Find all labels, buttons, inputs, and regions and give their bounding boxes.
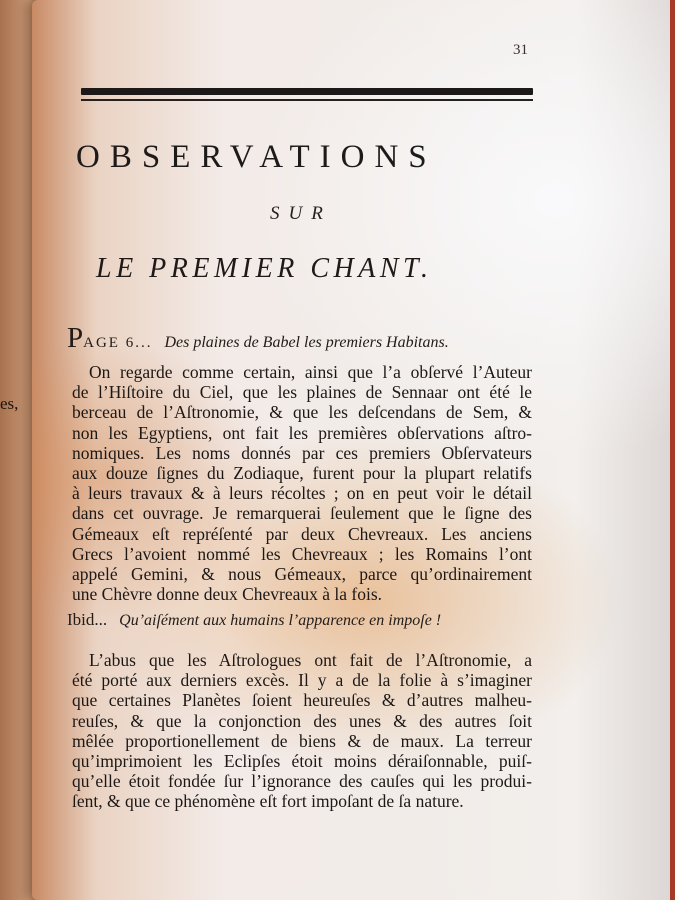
text-line: aux douze ſignes du Zodiaque, furent pour la plupart relatifs: [72, 463, 532, 484]
text-line: une Chèvre donne deux Chevreaux à la fois.: [72, 584, 383, 605]
title-connector: SUR: [270, 203, 332, 224]
page-title: OBSERVATIONS: [76, 139, 437, 175]
header-rule-thin: [81, 99, 533, 101]
text-line: berceau de l’Aſtronomie, & que les deſcendans de Sem, &: [72, 402, 532, 423]
text-line: On regarde comme certain, ainsi que l’a obſervé l’Auteur: [89, 362, 532, 382]
text-line: non les Egyptiens, ont fait les premières obſervations aſtro-: [72, 422, 532, 443]
section-2-quote: Qu’aiſément aux humains l’apparence en impoſe !: [119, 612, 442, 629]
text-line: mêlée proportionellement de biens & de maux. La terreur: [72, 730, 532, 751]
section-1-quote: Des plaines de Babel les premiers Habitans.: [164, 334, 449, 351]
text-line: Grecs l’avoient nommé les Chevreaux ; les Romains l’ont: [72, 543, 532, 564]
header-rule-thick: [81, 88, 533, 95]
text-line: ſent, & que ce phénomène eſt fort impoſant de ſa nature.: [72, 791, 464, 812]
page-subtitle: LE PREMIER CHANT.: [96, 253, 433, 284]
text-line: L’abus que les Aſtrologues ont fait de l’Aſtronomie, a: [89, 650, 532, 670]
text-line: qu’imprimoient les Eclipſes étoit moins déraiſonnable, puiſ-: [72, 751, 532, 772]
book-page: [32, 0, 672, 900]
text-line: qu’elle étoit fondée ſur l’ignorance des cauſes qui les produi-: [72, 771, 532, 792]
text-line: dans cet ouvrage. Je remarquerai ſeulement que le ſigne des: [72, 503, 532, 524]
text-line: appelé Gemini, & nous Gémeaux, parce qu’ordinairement: [72, 564, 532, 585]
text-line: reuſes, & que la conjonction des unes & des autres ſoit: [72, 710, 532, 731]
text-line: nomiques. Les noms donnés par ces premiers Obſervateurs: [72, 442, 532, 463]
section-2-ref: Ibid...: [67, 610, 108, 629]
left-page-fragment: es,: [0, 394, 19, 413]
text-line: de l’Hiſtoire du Ciel, que les plaines de Sennaar ont été le: [72, 382, 532, 403]
text-line: Gémeaux eſt repréſenté par deux Chevreaux. Les anciens: [72, 523, 532, 544]
section-1-heading: [67, 322, 449, 355]
section-1-page-ref: AGE 6...: [83, 335, 153, 351]
section-2-heading: [67, 610, 441, 630]
page-number: 31: [513, 42, 528, 58]
section-1-paragraph: [72, 362, 532, 604]
section-1-drop-letter: P: [67, 322, 84, 354]
background-edge: [670, 0, 675, 900]
text-line: été porté aux derniers excès. Il y a de la folie à s’imaginer: [72, 670, 532, 691]
text-line: à leurs travaux & à leurs récoltes ; on en peut voir le détail: [72, 483, 532, 504]
text-line: que certaines Planètes ſoient heureuſes & d’autres malheu-: [72, 690, 532, 711]
section-2-paragraph: [72, 650, 532, 812]
